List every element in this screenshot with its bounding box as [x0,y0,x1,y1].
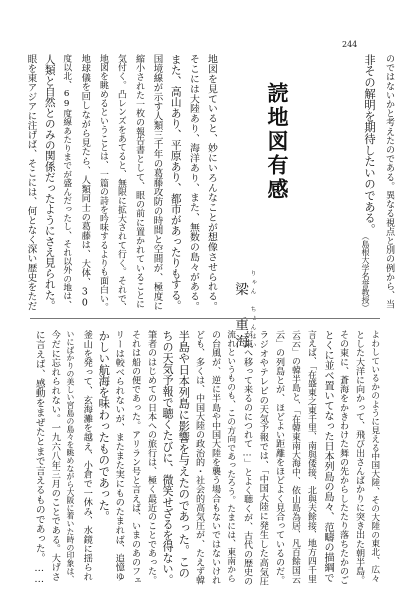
body-line: ラジオやテレビの天気予報では、「中国大陸に発生した高気圧 [257,330,269,586]
body-line: 度以北、69度線あたりまでが盛んだったし、それ以外の地は、 [61,54,72,309]
body-line: そこには大陸あり、海洋あり、また、無数の島々がある。 [187,54,199,312]
prev-article-line: 非その解明を期待したいのである。 [363,54,376,235]
body-line: 地図を眺めるということは、一篇の詩を吟味するよりも面白い。 [97,54,108,312]
body-line: 釜山を発って、玄海灘を越え、小倉で一休み、水鏡に揺られ [81,330,93,582]
body-line: 眼を東アジアに注げば、そこには、何となく深い歴史をただ [25,54,37,311]
prev-article-line: のではないかと考えたのである。異なる視点と別の例から、当 [384,54,394,309]
body-line: 言えば、「在盛東之東千里、南與倭接、北與夫餘接、地方四千里 [305,330,316,584]
body-line: 地球儀を回しながら見たら、人類同士の葛藤は、大体、30 [79,54,91,309]
page-number: 244 [342,40,358,49]
block-divider [30,318,380,319]
body-line: ども、多くは、中国大陸の政治的・社会的高気圧が、たえず韓 [194,330,205,585]
body-line: 気付く。凸レンズをあてると、無限に拡大されて行く。それで、 [115,54,126,312]
body-line: 国境線が示す人類三千年の葛藤攻防の時間と空間が、極度に [151,54,163,311]
body-line: かしい航海を味わったものであった。 [97,330,111,523]
body-line: いにばかりの美しい宮島の島々を眺めながら大阪に着いた時の印象は、 [65,330,75,583]
body-line: 半島や日本列島に影響を与えたのであった。この [177,330,191,579]
body-line: それは船の便であった。アリラン号と言えば、いまのあのフェ [130,330,141,585]
body-line: 云」の列島とが、ほどよい距離をほどよく見合っているのだ。 [274,330,285,585]
body-line: とくに並べ置いてなった日本列島の島々、范疇の描綱で [322,330,334,583]
prev-article-affiliation: （島根大学名誉教授） [361,232,370,312]
body-line: 今だに忘れられない。一九六八年三月のことである。大げさ [49,330,61,582]
body-line: 流れというものも、この方向であったろう。たまには、東南から [225,330,236,583]
body-line: ちの天気予報で聴くたびに、微笑せざるを得ない。 [161,330,175,586]
author-ruby: りゃん ちょんはい [249,270,256,351]
body-line: 云云」の韓半島と、「在韓東南大海中、依山島為居、凡百餘国云 [289,330,300,584]
body-line: よわしているかのように見える中国大陸、その大陸の東北、広々 [369,330,380,583]
body-line: リーは較べられないが、またまた実にものたまれば、追憶ゆ [113,330,125,582]
author-name: 梁 重海 [232,282,248,352]
body-line: が東へ移って来るのにつれて…」とよく聴くが、古代の歴史の [242,330,253,586]
body-line: に言えば、感動をまぜたとまで言えるものであった。…… [33,330,45,585]
body-line: 筆者のはじめての日本への旅行は、極く最近のことであった。 [146,330,157,585]
body-line: の台風が、逆に半島や中国大陸を襲う場合もないではないけれ [210,330,221,585]
body-line: その東に、蒼海をかきわけた舞の先からしたたり落ちたかのご [338,330,349,585]
body-line: 縮小された一枚の報告書として、眼の前に置かれていることに [134,54,145,309]
body-line: とした大洋に向かって、飛び出さんばかりに突き出た朝半島。 [354,330,365,585]
body-line: また、高山あり、平原あり、都市があったりもする。 [169,54,183,311]
body-line: 人類と自然とのみの関係だったようにさえ見られた。 [43,54,57,311]
essay-title: 読地図有感 [265,82,290,202]
body-line: 地図を見ていると、妙にいろんなことが想像させられる。 [205,54,217,312]
